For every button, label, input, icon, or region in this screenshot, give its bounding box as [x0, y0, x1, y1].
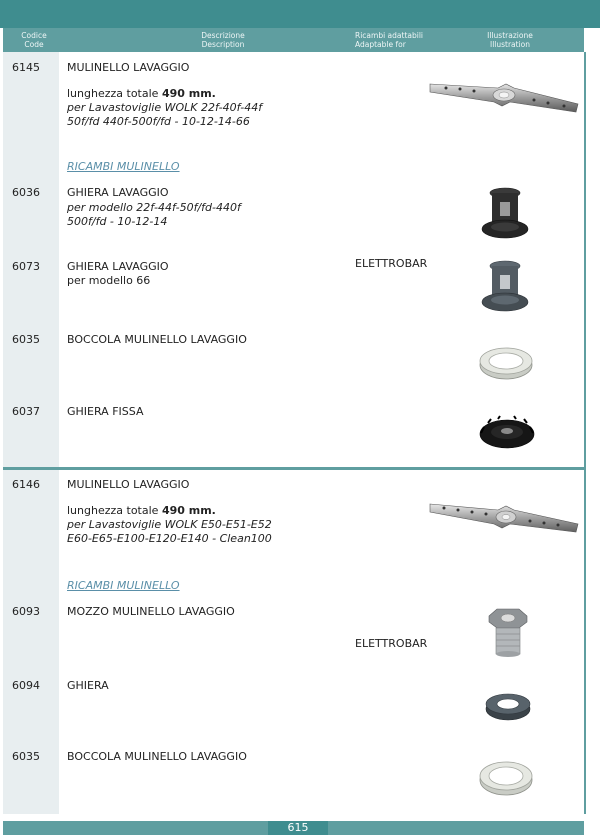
item-detail	[67, 87, 262, 129]
table-header	[3, 28, 584, 52]
bushing-illustration	[478, 343, 534, 383]
models-line: 50f/fd 440f-500f/fd - 10-12-14-66	[67, 115, 250, 128]
item-detail	[67, 504, 272, 546]
ring-nut-illustration	[484, 688, 532, 724]
header-spare-en: Adaptable for	[355, 40, 406, 49]
models-line: per Lavastoviglie WOLK 22f-40f-44f	[67, 101, 263, 114]
fixed-ring-nut-illustration	[478, 413, 536, 453]
header-spare	[355, 31, 455, 49]
item-code: 6145	[12, 61, 40, 74]
wash-arm-illustration	[426, 494, 582, 544]
wash-arm-illustration	[426, 74, 582, 124]
spares-subtitle: RICAMBI MULINELLO	[67, 579, 180, 592]
brand-label: ELETTROBAR	[355, 257, 428, 270]
header-illustration	[475, 31, 545, 49]
item-code: 6036	[12, 186, 40, 199]
models-line: per modello 22f-44f-50f/fd-440f	[67, 201, 241, 214]
section-divider	[3, 467, 584, 470]
item-code: 6073	[12, 260, 40, 273]
item-name: BOCCOLA MULINELLO LAVAGGIO	[67, 333, 247, 346]
item-name: MOZZO MULINELLO LAVAGGIO	[67, 605, 235, 618]
brand-label: ELETTROBAR	[355, 637, 428, 650]
item-code: 6035	[12, 333, 40, 346]
item-name: GHIERA	[67, 679, 109, 692]
right-border	[584, 52, 586, 814]
item-code: 6146	[12, 478, 40, 491]
item-name: GHIERA FISSA	[67, 405, 144, 418]
models-line: per Lavastoviglie WOLK E50-E51-E52	[67, 518, 272, 531]
item-code: 6093	[12, 605, 40, 618]
header-description	[173, 31, 273, 49]
spares-subtitle: RICAMBI MULINELLO	[67, 160, 180, 173]
item-code: 6035	[12, 750, 40, 763]
header-desc-en: Description	[201, 40, 245, 49]
item-name: GHIERA LAVAGGIO	[67, 260, 169, 273]
item-name: MULINELLO LAVAGGIO	[67, 61, 190, 74]
length-label: lunghezza totale	[67, 504, 162, 517]
header-code-it: Codice	[21, 31, 47, 40]
item-detail	[67, 274, 150, 288]
models-line: 500f/fd - 10-12-14	[67, 215, 168, 228]
item-name: MULINELLO LAVAGGIO	[67, 478, 190, 491]
bushing-illustration	[478, 757, 534, 799]
item-name: BOCCOLA MULINELLO LAVAGGIO	[67, 750, 247, 763]
top-band	[0, 0, 600, 28]
item-code: 6094	[12, 679, 40, 692]
item-code: 6037	[12, 405, 40, 418]
wash-ring-nut-illustration	[480, 257, 530, 315]
models-line: per modello 66	[67, 274, 151, 287]
header-ill-en: Illustration	[489, 40, 531, 49]
header-code-en: Code	[24, 40, 44, 49]
hub-illustration	[485, 606, 531, 660]
header-ill-it: Illustrazione	[487, 31, 533, 40]
item-name: GHIERA LAVAGGIO	[67, 186, 169, 199]
header-desc-it: Descrizione	[201, 31, 245, 40]
length-label: lunghezza totale	[67, 87, 162, 100]
length-value: 490 mm.	[161, 504, 216, 517]
models-line: E60-E65-E100-E120-E140 - Clean100	[67, 532, 272, 545]
item-detail	[67, 201, 241, 229]
header-spare-it: Ricambi adattabili	[355, 31, 423, 40]
header-code	[17, 31, 51, 49]
length-value: 490 mm.	[161, 87, 216, 100]
wash-ring-nut-illustration	[480, 184, 530, 242]
page-number: 615	[268, 821, 328, 835]
